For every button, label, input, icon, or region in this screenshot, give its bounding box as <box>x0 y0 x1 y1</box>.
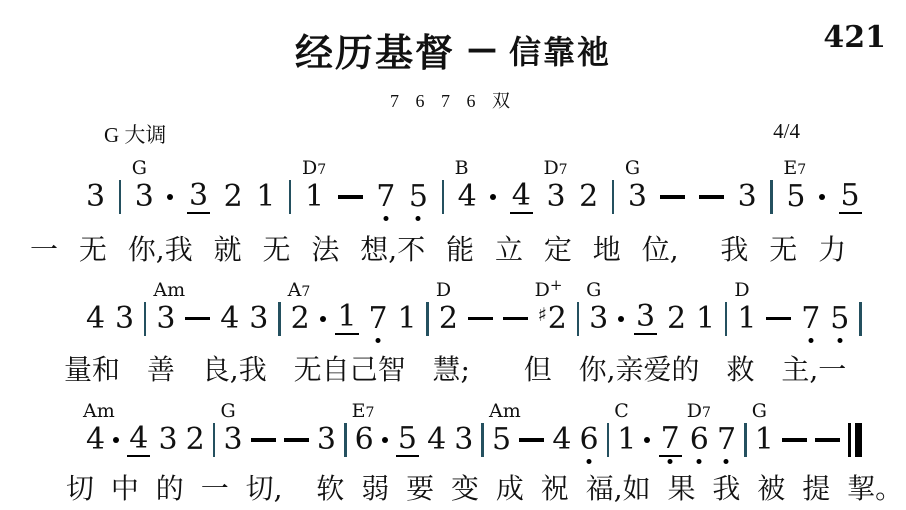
note: ♯2 D+ <box>534 275 567 336</box>
octave-dot <box>724 459 729 464</box>
extension-dash <box>699 195 724 199</box>
chord-label: A7 <box>287 278 311 301</box>
barline <box>612 180 615 214</box>
chord-label: B <box>454 157 469 179</box>
note: 3 <box>249 300 269 336</box>
chord-label: C <box>614 400 629 423</box>
song-title <box>28 22 878 77</box>
note: 4 <box>86 300 106 336</box>
lyrics-line-1: 一 无 你,我 就 无 法 想,不 能 立 定 地 位, 我 无 力 <box>30 233 847 266</box>
note: 3 <box>188 177 209 213</box>
barline <box>426 302 429 336</box>
duration-dot <box>382 437 388 443</box>
note: 3 <box>158 422 178 458</box>
chord-label: D7 <box>301 157 327 179</box>
barline <box>344 423 347 457</box>
chord-label: D <box>734 278 750 301</box>
extension-dash <box>503 317 528 321</box>
note: 1 D <box>734 278 757 336</box>
extension-dash <box>815 438 840 442</box>
barline <box>144 302 147 336</box>
note: 4 <box>220 300 240 336</box>
extension-dash <box>338 195 363 199</box>
extension-dash <box>766 317 791 321</box>
music-line-1 <box>86 157 862 215</box>
note: 1 <box>256 179 276 214</box>
octave-dot <box>697 459 702 464</box>
chord-label: D <box>435 278 452 301</box>
barline <box>770 180 773 214</box>
duration-dot <box>819 194 825 200</box>
music-line-3 <box>83 400 862 458</box>
note: 7 <box>376 179 395 215</box>
duration-dot <box>644 437 650 443</box>
octave-dot <box>383 216 388 221</box>
octave-dot <box>587 459 592 464</box>
note: 2 <box>667 300 687 336</box>
duration-dot <box>167 194 173 200</box>
note: 1 <box>337 299 357 335</box>
barline <box>859 302 862 336</box>
note: 3 D7 <box>543 157 568 214</box>
note: 5 E7 <box>783 157 807 214</box>
note: 5 <box>409 179 428 215</box>
duration-dot <box>618 316 624 322</box>
key-time-row <box>104 119 800 149</box>
barline <box>577 302 580 336</box>
sharp-icon: ♯ <box>537 303 547 326</box>
note: 3 G <box>586 278 609 336</box>
note: 7 <box>659 422 682 458</box>
music-line-2 <box>86 275 862 337</box>
lyrics-line-3: 切 中 的 一 切, 软 弱 要 变 成 祝 福,如 果 我 被 提 挈。 <box>66 472 904 506</box>
extension-dash <box>519 438 544 442</box>
note: 3 <box>636 299 656 335</box>
chord-label: E7 <box>351 400 375 423</box>
note: 1 G <box>751 400 774 458</box>
page-number: 421 <box>823 20 886 55</box>
barline <box>607 423 610 457</box>
meter-label: 7 6 7 6 双 <box>390 91 516 111</box>
chord-label: G <box>751 400 767 423</box>
note: 4 <box>552 422 572 458</box>
chord-label: D7 <box>543 157 568 179</box>
note: 7 <box>717 422 736 458</box>
note: 3 <box>86 179 106 214</box>
chord-label: G <box>586 278 602 301</box>
note: 2 <box>185 422 205 458</box>
note: 3 Am <box>153 278 186 336</box>
note: 3 <box>114 300 135 336</box>
title-subtitle: 信靠祂 <box>509 32 612 71</box>
barline <box>442 180 445 214</box>
octave-dot <box>376 338 381 343</box>
chord-label: Am <box>489 400 521 423</box>
note: 2 A7 <box>287 278 311 336</box>
note: 1 <box>397 300 417 336</box>
duration-dot <box>320 316 326 322</box>
note: 4 <box>129 420 149 456</box>
octave-dot <box>668 459 673 464</box>
title-separator: — <box>467 32 497 67</box>
barline <box>725 302 728 336</box>
note: 4 Am <box>83 400 115 458</box>
chord-label: G <box>131 157 147 179</box>
extension-dash <box>185 317 210 321</box>
note: 3 G <box>131 157 154 214</box>
extension-dash <box>782 438 807 442</box>
note: 3 <box>737 179 757 214</box>
chord-label: G <box>220 400 236 423</box>
note: 6 <box>580 422 599 458</box>
chord-label: G <box>624 157 640 179</box>
note: 6 E7 <box>351 400 375 458</box>
barline <box>744 423 747 457</box>
duration-dot <box>113 437 119 443</box>
extension-dash <box>660 195 685 199</box>
barline <box>213 423 216 457</box>
note: 1 D7 <box>301 157 327 214</box>
note: 2 D <box>435 278 458 336</box>
note: 5 <box>397 420 417 456</box>
extension-dash <box>284 438 309 442</box>
chord-label: D7 <box>686 400 711 423</box>
note: 4 <box>427 422 447 458</box>
note: 3 G <box>220 400 243 458</box>
key-signature: G 大调 <box>104 123 167 147</box>
note: 5 <box>830 301 849 337</box>
note: 2 <box>579 179 599 214</box>
barline <box>119 180 122 214</box>
note: 3 <box>454 422 474 458</box>
chord-label: D+ <box>534 275 563 301</box>
chord-label: Am <box>83 400 115 423</box>
octave-dot <box>837 338 842 343</box>
barline <box>278 302 281 336</box>
octave-dot <box>808 338 813 343</box>
note: 3 G <box>624 157 647 214</box>
note: 4 B <box>454 157 477 214</box>
duration-dot <box>490 194 496 200</box>
note: 2 <box>223 179 243 214</box>
note: 1 C <box>614 400 637 458</box>
title-main: 经历基督 <box>294 31 455 75</box>
note: 5 Am <box>489 400 521 458</box>
note: 7 <box>801 301 820 337</box>
note: 6 D7 <box>690 422 709 458</box>
octave-dot <box>416 216 421 221</box>
extension-dash <box>251 438 276 442</box>
time-signature: 4/4 <box>773 119 800 143</box>
chord-label: E7 <box>783 157 807 179</box>
note: 7 <box>368 301 387 337</box>
note: 5 <box>840 177 860 213</box>
note: 1 <box>696 300 716 336</box>
final-barline <box>848 423 862 457</box>
note: 4 <box>511 177 531 213</box>
extension-dash <box>468 317 493 321</box>
barline <box>481 423 484 457</box>
chord-label: Am <box>153 278 186 301</box>
barline <box>289 180 292 214</box>
note: 3 <box>316 422 336 458</box>
lyrics-line-2: 量和 善 良,我 无自己智 慧; 但 你,亲爱的 救 主,一 <box>64 352 847 386</box>
